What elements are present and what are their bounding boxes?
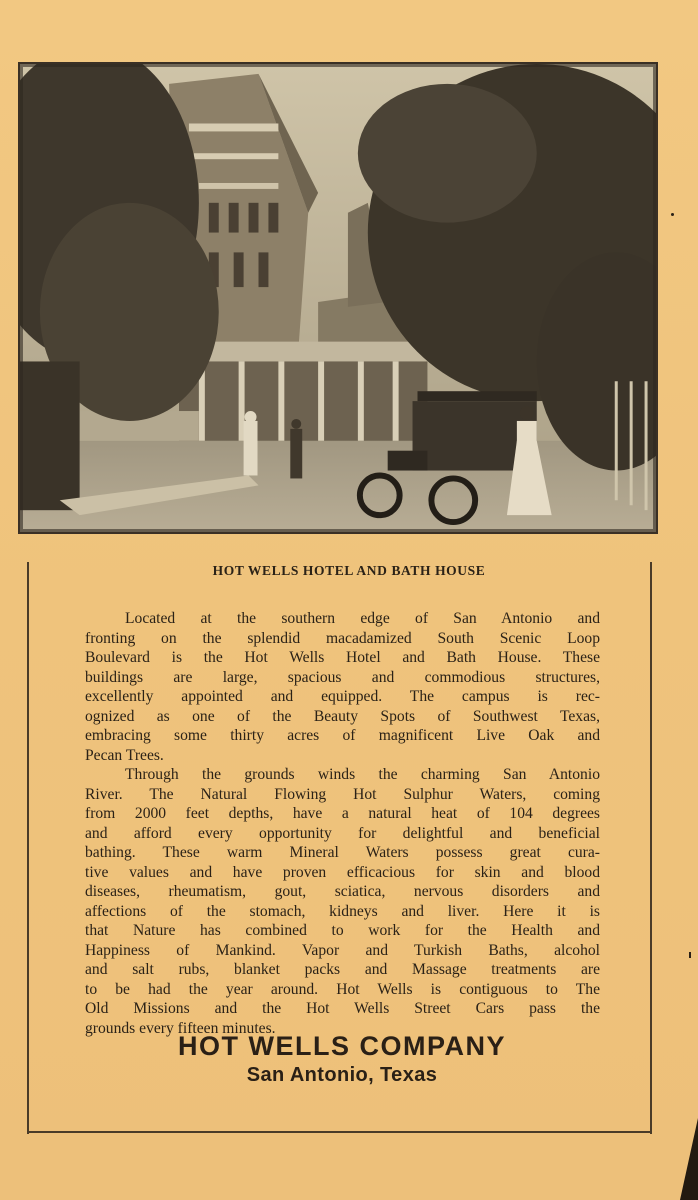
text-line: Located at the southern edge of San Antonio and — [125, 610, 600, 627]
text-line: grounds every fifteen minutes. — [85, 1019, 276, 1037]
text-line: Old Missions and the Hot Wells Street Cars pass the — [85, 1000, 600, 1017]
text-line: Boulevard is the Hot Wells Hotel and Bath House. These — [85, 649, 600, 666]
text-line: tive values and have proven efficacious for skin and blood — [85, 863, 600, 881]
photo-hotel-icon — [20, 64, 656, 532]
text-line: and afford every opportunity for delightful and beneficial — [85, 824, 600, 842]
page-speck — [689, 952, 691, 958]
text-line: ognized as one of the Beauty Spots of Southwest Texas, — [85, 707, 600, 725]
body-text — [85, 609, 600, 1038]
text-line: fronting on the splendid macadamized South Scenic Loop — [85, 629, 600, 647]
text-line: buildings are large, spacious and commodious structures, — [85, 668, 600, 686]
text-line: to be had the year around. Hot Wells is contiguous to The — [85, 980, 600, 998]
page-speck — [671, 213, 674, 216]
text-line: bathing. These warm Mineral Waters possess great cura- — [85, 844, 600, 861]
company-city: San Antonio, Texas — [246, 1064, 438, 1086]
hotel-photograph — [18, 62, 658, 534]
text-line: Through the grounds winds the charming San Antonio — [125, 766, 600, 783]
text-line: Happiness of Mankind. Vapor and Turkish Baths, alcohol — [85, 941, 600, 959]
text-line: from 2000 feet depths, have a natural heat of 104 degrees — [85, 805, 600, 822]
paragraph-1 — [85, 609, 600, 765]
text-line: diseases, rheumatism, gout, sciatica, nervous disorders and — [85, 883, 600, 900]
page-corner-shadow — [680, 1118, 698, 1200]
text-line: River. The Natural Flowing Hot Sulphur Waters, coming — [85, 785, 600, 803]
text-line: that Nature has combined to work for the Health and — [85, 922, 600, 939]
text-line: excellently appointed and equipped. The campus is rec- — [85, 688, 600, 705]
text-line: embracing some thirty acres of magnificent Live Oak and — [85, 727, 600, 744]
text-line: Pecan Trees. — [85, 746, 164, 764]
photo-caption: HOT WELLS HOTEL AND BATH HOUSE — [212, 563, 486, 578]
company-name: HOT WELLS COMPANY — [178, 1031, 506, 1061]
frame-bottom-rule — [27, 1131, 652, 1133]
paragraph-2 — [85, 765, 600, 1038]
text-line: affections of the stomach, kidneys and liver. Here it is — [85, 902, 600, 920]
text-line: and salt rubs, blanket packs and Massage treatments are — [85, 961, 600, 978]
